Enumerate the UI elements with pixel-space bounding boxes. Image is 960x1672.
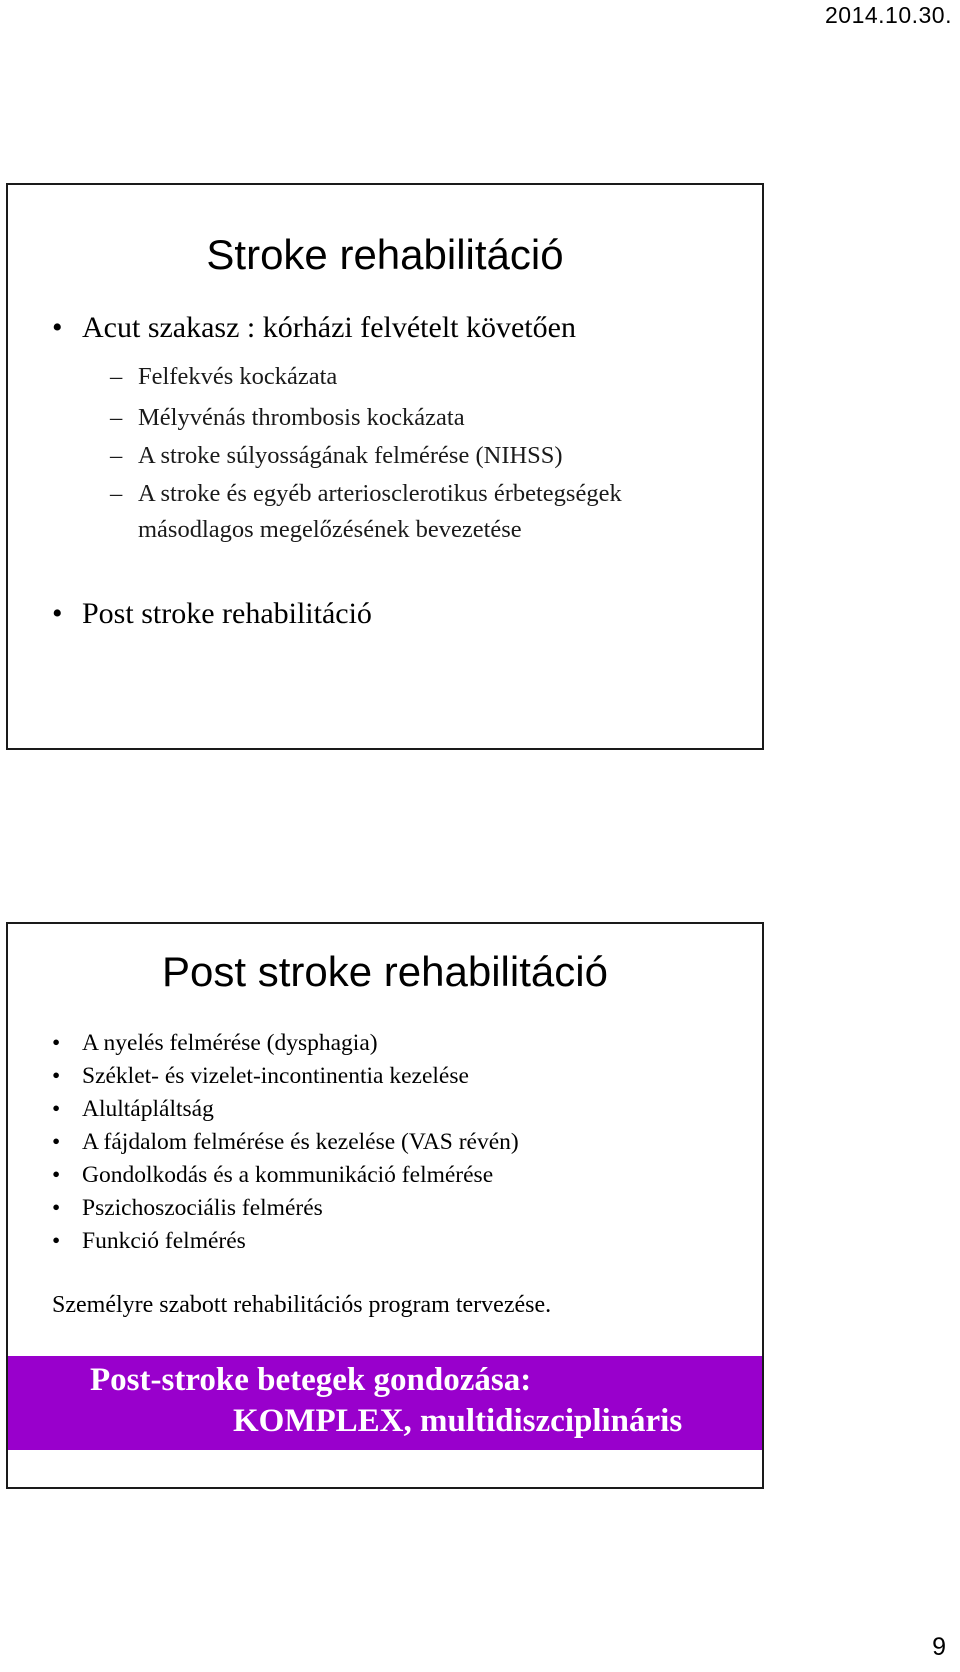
slide-title: Post stroke rehabilitáció <box>162 948 608 995</box>
sub-bullet-continuation: másodlagos megelőzésének bevezetése <box>138 516 522 543</box>
sub-bullet-text: A stroke súlyosságának felmérése (NIHSS) <box>138 442 563 469</box>
bullet-dot-icon: • <box>52 1129 61 1155</box>
banner-line-1: Post-stroke betegek gondozása: <box>90 1362 532 1398</box>
bullet-dot-icon: • <box>52 597 63 630</box>
bullet-text: Gondolkodás és a kommunikáció felmérése <box>82 1162 494 1188</box>
dash-icon: – <box>110 480 123 507</box>
bullet-dot-icon: • <box>52 311 63 344</box>
summary-text: Személyre szabott rehabilitációs program tervezése. <box>52 1292 552 1318</box>
bullet-dot-icon: • <box>52 1030 61 1056</box>
dash-icon: – <box>110 442 123 469</box>
bullet-dot-icon: • <box>52 1195 61 1221</box>
bullet-dot-icon: • <box>52 1096 61 1122</box>
bullet-dot-icon: • <box>52 1162 61 1188</box>
bullet-text: Alultápláltság <box>82 1096 214 1122</box>
bullet-text: Funkció felmérés <box>82 1228 246 1254</box>
sub-bullet-text: Mélyvénás thrombosis kockázata <box>138 404 465 431</box>
bullet-text: A fájdalom felmérése és kezelése (VAS révén) <box>82 1129 519 1155</box>
bullet-text: Acut szakasz : kórházi felvételt követően <box>82 311 576 344</box>
slide-acute-phase <box>6 183 764 750</box>
banner-line-2: KOMPLEX, multidiszciplináris <box>233 1403 683 1439</box>
highlight-banner <box>8 1356 762 1450</box>
bullet-text: A nyelés felmérése (dysphagia) <box>82 1030 378 1056</box>
slide-title: Stroke rehabilitáció <box>206 231 564 278</box>
bullet-text: Post stroke rehabilitáció <box>82 597 372 630</box>
bullet-text: Pszichoszociális felmérés <box>82 1195 323 1221</box>
slide-post-stroke <box>6 922 764 1489</box>
bullet-dot-icon: • <box>52 1228 61 1254</box>
bullet-text: Széklet- és vizelet-incontinentia kezelése <box>82 1063 469 1089</box>
sub-bullet-text: A stroke és egyéb arteriosclerotikus érbetegségek <box>138 480 622 507</box>
page-number: 9 <box>932 1633 946 1661</box>
bullet-dot-icon: • <box>52 1063 61 1089</box>
dash-icon: – <box>110 363 123 390</box>
header-date: 2014.10.30. <box>824 2 952 28</box>
dash-icon: – <box>110 404 123 431</box>
sub-bullet-text: Felfekvés kockázata <box>138 363 338 390</box>
